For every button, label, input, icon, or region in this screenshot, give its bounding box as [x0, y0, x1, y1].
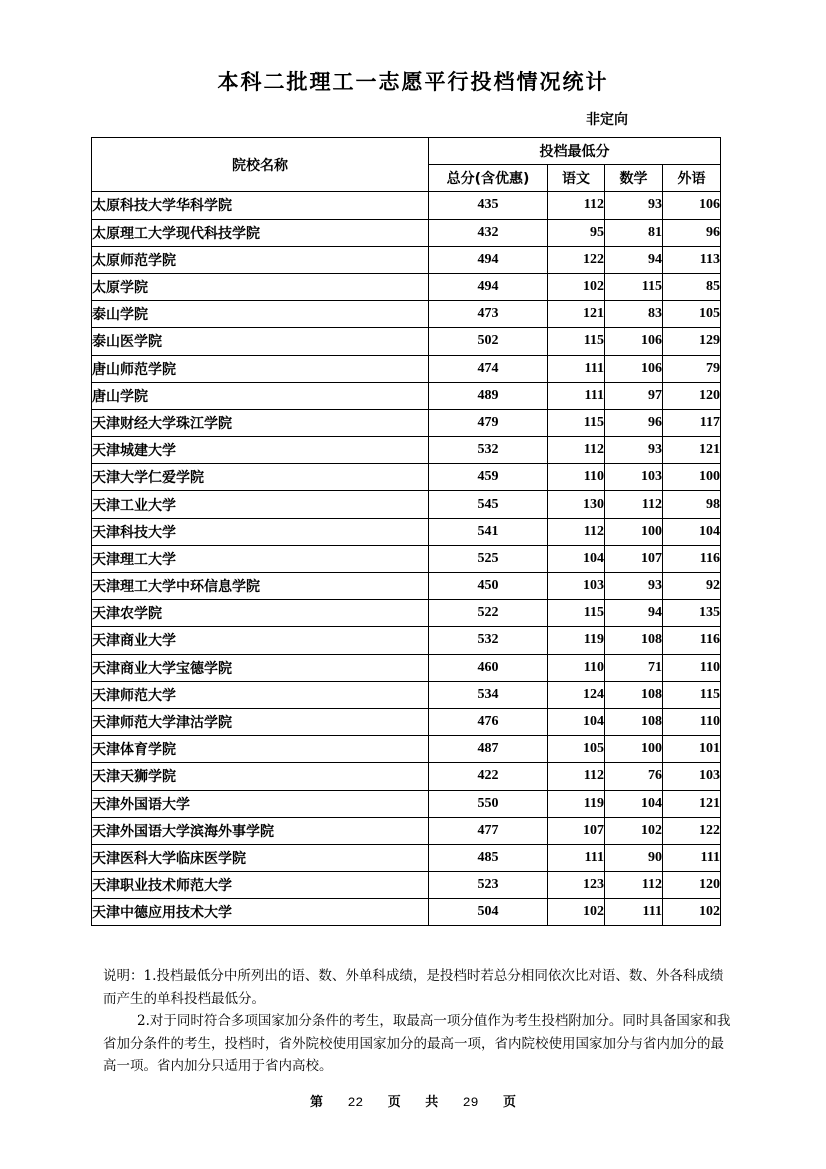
math-score-cell: 97 — [605, 382, 663, 409]
table-row — [92, 627, 721, 654]
total-score-cell: 525 — [429, 545, 548, 572]
foreign-score-cell: 92 — [663, 573, 721, 600]
foreign-score-cell: 101 — [663, 736, 721, 763]
table-row — [92, 355, 721, 382]
table-row — [92, 681, 721, 708]
foreign-score-cell: 129 — [663, 328, 721, 355]
table-row — [92, 491, 721, 518]
table-row — [92, 409, 721, 436]
math-score-cell: 107 — [605, 545, 663, 572]
chinese-score-cell: 115 — [548, 409, 605, 436]
math-score-cell: 108 — [605, 708, 663, 735]
school-name-cell: 天津体育学院 — [92, 736, 429, 763]
math-score-cell: 106 — [605, 355, 663, 382]
table-row — [92, 192, 721, 219]
chinese-score-cell: 112 — [548, 192, 605, 219]
header-foreign: 外语 — [663, 165, 721, 192]
school-name-cell: 天津大学仁爱学院 — [92, 464, 429, 491]
footer-page-suffix: 页 — [502, 1095, 516, 1110]
header-school-name: 院校名称 — [92, 138, 429, 192]
chinese-score-cell: 102 — [548, 899, 605, 926]
foreign-score-cell: 117 — [663, 409, 721, 436]
total-score-cell: 473 — [429, 301, 548, 328]
school-name-cell: 太原科技大学华科学院 — [92, 192, 429, 219]
total-score-cell: 522 — [429, 600, 548, 627]
total-score-cell: 534 — [429, 681, 548, 708]
math-score-cell: 81 — [605, 219, 663, 246]
foreign-score-cell: 110 — [663, 654, 721, 681]
chinese-score-cell: 122 — [548, 246, 605, 273]
math-score-cell: 96 — [605, 409, 663, 436]
chinese-score-cell: 104 — [548, 708, 605, 735]
math-score-cell: 76 — [605, 763, 663, 790]
table-row — [92, 736, 721, 763]
math-score-cell: 108 — [605, 681, 663, 708]
total-score-cell: 432 — [429, 219, 548, 246]
school-name-cell: 天津师范大学津沽学院 — [92, 708, 429, 735]
math-score-cell: 90 — [605, 844, 663, 871]
school-name-cell: 泰山医学院 — [92, 328, 429, 355]
math-score-cell: 93 — [605, 192, 663, 219]
table-row — [92, 654, 721, 681]
total-score-cell: 550 — [429, 790, 548, 817]
math-score-cell: 112 — [605, 491, 663, 518]
chinese-score-cell: 130 — [548, 491, 605, 518]
table-row — [92, 872, 721, 899]
table-row — [92, 763, 721, 790]
footer-page-sep: 页 共 — [387, 1095, 439, 1110]
school-name-cell: 天津外国语大学 — [92, 790, 429, 817]
chinese-score-cell: 112 — [548, 518, 605, 545]
total-score-cell: 479 — [429, 409, 548, 436]
foreign-score-cell: 105 — [663, 301, 721, 328]
school-name-cell: 天津中德应用技术大学 — [92, 899, 429, 926]
chinese-score-cell: 121 — [548, 301, 605, 328]
chinese-score-cell: 115 — [548, 600, 605, 627]
chinese-score-cell: 123 — [548, 872, 605, 899]
total-score-cell: 476 — [429, 708, 548, 735]
foreign-score-cell: 103 — [663, 763, 721, 790]
chinese-score-cell: 115 — [548, 328, 605, 355]
total-score-cell: 477 — [429, 817, 548, 844]
school-name-cell: 天津农学院 — [92, 600, 429, 627]
school-name-cell: 太原学院 — [92, 273, 429, 300]
chinese-score-cell: 95 — [548, 219, 605, 246]
table-row — [92, 545, 721, 572]
chinese-score-cell: 104 — [548, 545, 605, 572]
school-name-cell: 唐山学院 — [92, 382, 429, 409]
total-score-cell: 494 — [429, 273, 548, 300]
note-2: 2.对于同时符合多项国家加分条件的考生，取最高一项分值作为考生投档附加分。同时具备国家和我省加分条件的考生，投档时，省外院校使用国家加分的最高一项，省内院校使用国家加分与省内加分的最高一项。省内加分只适用于省内高校。 — [103, 1013, 731, 1074]
math-score-cell: 93 — [605, 437, 663, 464]
total-score-cell: 485 — [429, 844, 548, 871]
chinese-score-cell: 105 — [548, 736, 605, 763]
total-score-cell: 474 — [429, 355, 548, 382]
foreign-score-cell: 96 — [663, 219, 721, 246]
table-row — [92, 301, 721, 328]
foreign-score-cell: 113 — [663, 246, 721, 273]
foreign-score-cell: 116 — [663, 545, 721, 572]
table-row — [92, 600, 721, 627]
math-score-cell: 112 — [605, 872, 663, 899]
school-name-cell: 天津城建大学 — [92, 437, 429, 464]
foreign-score-cell: 85 — [663, 273, 721, 300]
math-score-cell: 108 — [605, 627, 663, 654]
foreign-score-cell: 115 — [663, 681, 721, 708]
table-row — [92, 573, 721, 600]
school-name-cell: 太原理工大学现代科技学院 — [92, 219, 429, 246]
total-score-cell: 460 — [429, 654, 548, 681]
total-score-cell: 532 — [429, 627, 548, 654]
foreign-score-cell: 98 — [663, 491, 721, 518]
foreign-score-cell: 121 — [663, 437, 721, 464]
school-name-cell: 太原师范学院 — [92, 246, 429, 273]
chinese-score-cell: 110 — [548, 464, 605, 491]
foreign-score-cell: 121 — [663, 790, 721, 817]
school-name-cell: 天津商业大学 — [92, 627, 429, 654]
table-row — [92, 382, 721, 409]
table-row — [92, 273, 721, 300]
school-name-cell: 天津财经大学珠江学院 — [92, 409, 429, 436]
foreign-score-cell: 120 — [663, 382, 721, 409]
math-score-cell: 94 — [605, 600, 663, 627]
school-name-cell: 天津职业技术师范大学 — [92, 872, 429, 899]
chinese-score-cell: 107 — [548, 817, 605, 844]
math-score-cell: 93 — [605, 573, 663, 600]
math-score-cell: 100 — [605, 518, 663, 545]
chinese-score-cell: 111 — [548, 382, 605, 409]
table-row — [92, 790, 721, 817]
footer-page-number: 22 — [347, 1095, 364, 1110]
header-math: 数学 — [605, 165, 663, 192]
total-score-cell: 541 — [429, 518, 548, 545]
chinese-score-cell: 102 — [548, 273, 605, 300]
table-row — [92, 844, 721, 871]
total-score-cell: 487 — [429, 736, 548, 763]
school-name-cell: 天津科技大学 — [92, 518, 429, 545]
total-score-cell: 459 — [429, 464, 548, 491]
foreign-score-cell: 111 — [663, 844, 721, 871]
total-score-cell: 523 — [429, 872, 548, 899]
school-name-cell: 天津工业大学 — [92, 491, 429, 518]
table-row — [92, 437, 721, 464]
foreign-score-cell: 104 — [663, 518, 721, 545]
chinese-score-cell: 112 — [548, 437, 605, 464]
total-score-cell: 450 — [429, 573, 548, 600]
score-table — [91, 137, 721, 926]
math-score-cell: 100 — [605, 736, 663, 763]
foreign-score-cell: 122 — [663, 817, 721, 844]
table-row — [92, 708, 721, 735]
school-name-cell: 天津外国语大学滨海外事学院 — [92, 817, 429, 844]
footer-page-label: 第 — [310, 1095, 324, 1110]
math-score-cell: 103 — [605, 464, 663, 491]
total-score-cell: 545 — [429, 491, 548, 518]
school-name-cell: 唐山师范学院 — [92, 355, 429, 382]
header-min-score-group: 投档最低分 — [429, 138, 721, 165]
math-score-cell: 111 — [605, 899, 663, 926]
school-name-cell: 泰山学院 — [92, 301, 429, 328]
school-name-cell: 天津天狮学院 — [92, 763, 429, 790]
foreign-score-cell: 116 — [663, 627, 721, 654]
note-1: 说明：1.投档最低分中所列出的语、数、外单科成绩，是投档时若总分相同依次比对语、数、外各科成绩而产生的单科投档最低分。 — [103, 968, 724, 1007]
foreign-score-cell: 135 — [663, 600, 721, 627]
total-score-cell: 435 — [429, 192, 548, 219]
total-score-cell: 489 — [429, 382, 548, 409]
total-score-cell: 494 — [429, 246, 548, 273]
foreign-score-cell: 120 — [663, 872, 721, 899]
math-score-cell: 94 — [605, 246, 663, 273]
math-score-cell: 71 — [605, 654, 663, 681]
table-row — [92, 328, 721, 355]
table-row — [92, 219, 721, 246]
total-score-cell: 502 — [429, 328, 548, 355]
table-row — [92, 518, 721, 545]
foreign-score-cell: 106 — [663, 192, 721, 219]
school-name-cell: 天津师范大学 — [92, 681, 429, 708]
table-row — [92, 246, 721, 273]
math-score-cell: 104 — [605, 790, 663, 817]
chinese-score-cell: 103 — [548, 573, 605, 600]
table-row — [92, 817, 721, 844]
math-score-cell: 83 — [605, 301, 663, 328]
total-score-cell: 422 — [429, 763, 548, 790]
school-name-cell: 天津商业大学宝德学院 — [92, 654, 429, 681]
chinese-score-cell: 111 — [548, 355, 605, 382]
foreign-score-cell: 110 — [663, 708, 721, 735]
foreign-score-cell: 79 — [663, 355, 721, 382]
foreign-score-cell: 100 — [663, 464, 721, 491]
table-body — [92, 192, 721, 926]
table-row — [92, 899, 721, 926]
chinese-score-cell: 124 — [548, 681, 605, 708]
chinese-score-cell: 111 — [548, 844, 605, 871]
header-total: 总分(含优惠) — [429, 165, 548, 192]
page-title: 本科二批理工一志愿平行投档情况统计 — [217, 70, 609, 94]
table-row — [92, 464, 721, 491]
category-label: 非定向 — [586, 112, 628, 128]
notes — [103, 965, 731, 1078]
math-score-cell: 106 — [605, 328, 663, 355]
chinese-score-cell: 112 — [548, 763, 605, 790]
chinese-score-cell: 119 — [548, 627, 605, 654]
total-score-cell: 504 — [429, 899, 548, 926]
page-footer — [0, 1091, 826, 1110]
school-name-cell: 天津理工大学中环信息学院 — [92, 573, 429, 600]
school-name-cell: 天津理工大学 — [92, 545, 429, 572]
math-score-cell: 102 — [605, 817, 663, 844]
total-score-cell: 532 — [429, 437, 548, 464]
foreign-score-cell: 102 — [663, 899, 721, 926]
math-score-cell: 115 — [605, 273, 663, 300]
header-chinese: 语文 — [548, 165, 605, 192]
school-name-cell: 天津医科大学临床医学院 — [92, 844, 429, 871]
table-header — [92, 138, 721, 192]
chinese-score-cell: 119 — [548, 790, 605, 817]
chinese-score-cell: 110 — [548, 654, 605, 681]
footer-total-pages: 29 — [462, 1095, 479, 1110]
